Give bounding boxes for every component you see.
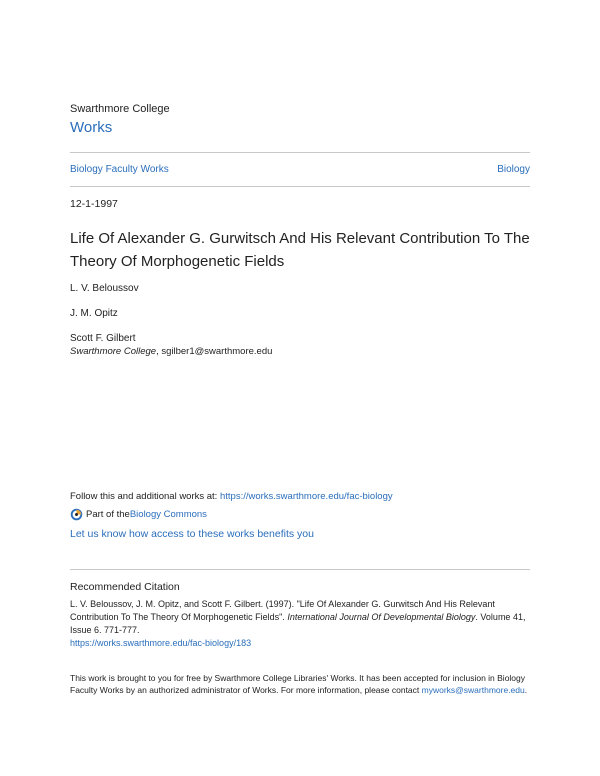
follow-link[interactable]: https://works.swarthmore.edu/fac-biology: [219, 491, 393, 502]
feedback-link[interactable]: Let us know how access to these works benefits you: [70, 528, 314, 540]
author-3-email: , sgilber1@swarthmore.edu: [156, 346, 273, 357]
contact-email-link[interactable]: myworks@swarthmore.edu: [421, 684, 525, 695]
footer-notice: [70, 673, 540, 696]
author-3: Scott F. Gilbert: [70, 333, 136, 344]
follow-line: [70, 491, 393, 502]
part-of-line: [70, 508, 207, 521]
citation-journal: International Journal Of Developmental Biology: [287, 612, 476, 622]
divider-top: [70, 152, 530, 153]
citation-text: [70, 598, 540, 650]
series-link-biology[interactable]: Biology: [497, 164, 530, 175]
network-commons-icon: [70, 508, 83, 521]
citation-volume: . Volume 41, Issue 6. 771-777.: [70, 612, 526, 635]
author-3-institution: Swarthmore College: [70, 346, 157, 357]
follow-prefix: Follow this and additional works at:: [70, 491, 220, 502]
article-title: Life Of Alexander G. Gurwitsch And His Relevant Contribution To The Theory Of Morphogenetic Fields: [70, 230, 530, 270]
divider-citation: [70, 569, 530, 570]
citation-url-link[interactable]: https://works.swarthmore.edu/fac-biology/183: [70, 638, 252, 648]
footer-text: This work is brought to you for free by Swarthmore College Libraries' Works. It has been accepted for inclusion in Biology Faculty Works by an authorized administrator of Works. For more information, please contact: [70, 673, 526, 695]
series-link-faculty-works[interactable]: Biology Faculty Works: [70, 164, 169, 175]
biology-commons-link[interactable]: Biology Commons: [129, 509, 207, 520]
author-3-affiliation: [70, 346, 272, 357]
recommended-citation-heading: Recommended Citation: [70, 581, 180, 593]
part-of-prefix: Part of the: [86, 509, 130, 520]
divider-series: [70, 186, 530, 187]
author-2: J. M. Opitz: [70, 308, 118, 319]
author-1: L. V. Beloussov: [70, 283, 139, 294]
repository-link[interactable]: Works: [70, 119, 113, 136]
citation-authors-title: L. V. Beloussov, J. M. Opitz, and Scott F. Gilbert. (1997). "Life Of Alexander G. Gurwitsch And His Relevant Contribution To The Theory Of Morphogenetic Fields".: [70, 599, 495, 622]
publication-date: 12-1-1997: [70, 198, 118, 210]
institution-name: Swarthmore College: [70, 103, 170, 115]
footer-end: .: [524, 684, 528, 695]
